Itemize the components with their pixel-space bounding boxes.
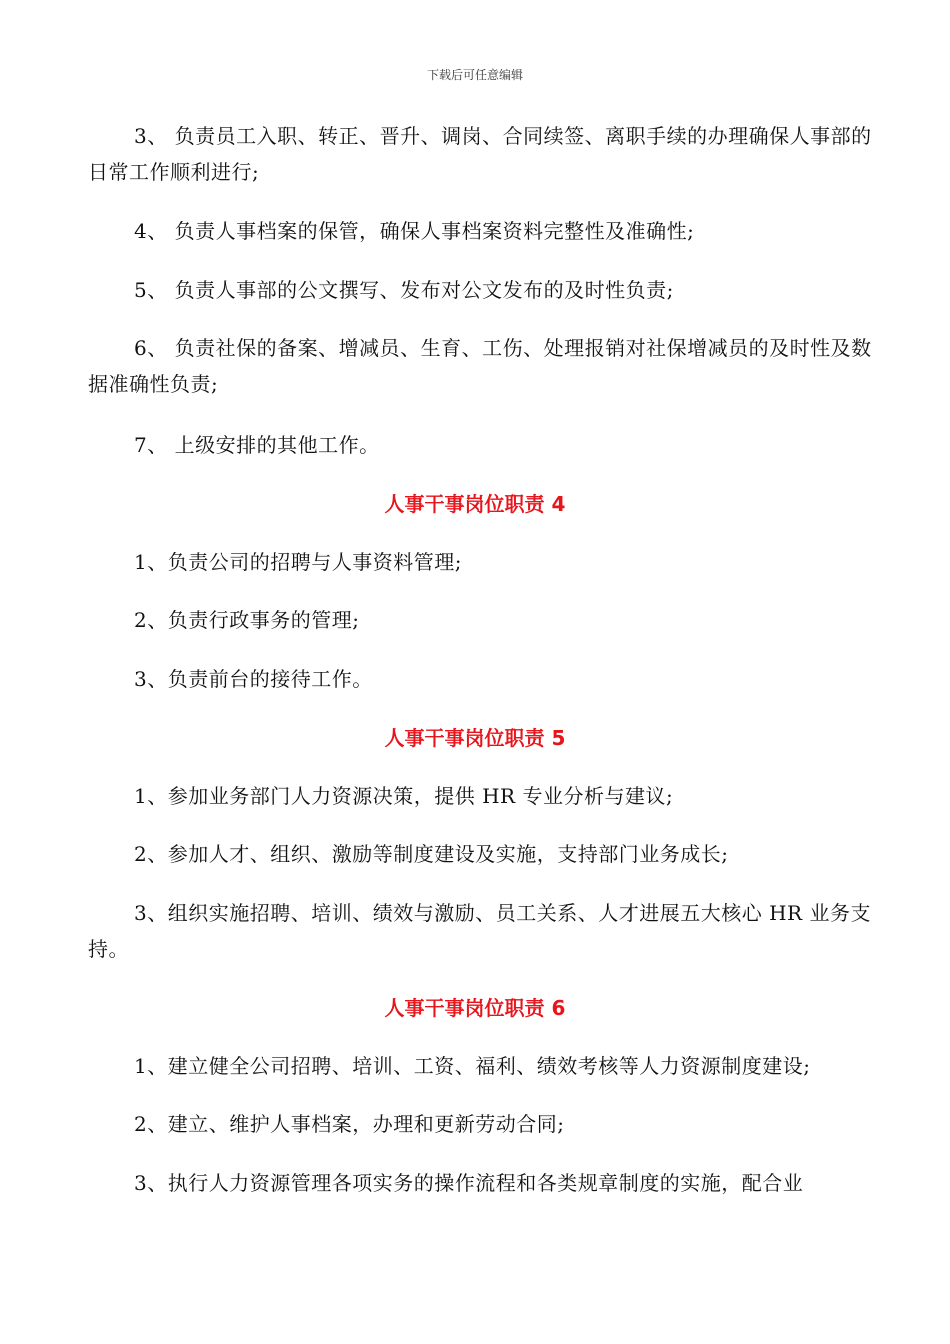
duty-item-4-2: 2、负责行政事务的管理; bbox=[134, 608, 360, 632]
duty-item-6-3: 3、执行人力资源管理各项实务的操作流程和各类规章制度的实施，配合业 bbox=[134, 1171, 804, 1195]
section-title-6: 人事干事岗位职责 6 bbox=[384, 996, 566, 1020]
duty-item-6-1: 1、建立健全公司招聘、培训、工资、福利、绩效考核等人力资源制度建设; bbox=[134, 1054, 811, 1078]
duty-item-5-1: 1、参加业务部门人力资源决策，提供 HR 专业分析与建议; bbox=[134, 784, 674, 808]
section-title-4: 人事干事岗位职责 4 bbox=[384, 492, 566, 516]
page-header-note: 下载后可任意编辑 bbox=[426, 68, 523, 82]
duty-item-3-6: 6、 负责社保的备案、增减员、生育、工伤、处理报销对社保增减员的及时性及数据准确性负责; bbox=[88, 336, 872, 396]
duty-item-5-3: 3、组织实施招聘、培训、绩效与激励、员工关系、人才进展五大核心 HR 业务支持。 bbox=[88, 901, 871, 961]
duty-item-3-7: 7、 上级安排的其他工作。 bbox=[134, 433, 380, 457]
duty-item-4-3: 3、负责前台的接待工作。 bbox=[134, 667, 373, 691]
duty-item-5-2: 2、参加人才、组织、激励等制度建设及实施，支持部门业务成长; bbox=[134, 842, 729, 866]
duty-item-4-1: 1、负责公司的招聘与人事资料管理; bbox=[134, 550, 462, 574]
duty-item-6-2: 2、建立、维护人事档案，办理和更新劳动合同; bbox=[134, 1112, 565, 1136]
duty-item-3-5: 5、 负责人事部的公文撰写、发布对公文发布的及时性负责; bbox=[134, 278, 674, 302]
duty-item-3-4: 4、 负责人事档案的保管，确保人事档案资料完整性及准确性; bbox=[134, 219, 695, 243]
section-title-5: 人事干事岗位职责 5 bbox=[384, 726, 566, 750]
duty-item-3-3: 3、 负责员工入职、转正、晋升、调岗、合同续签、离职手续的办理确保人事部的日常工作顺利进行; bbox=[88, 124, 872, 184]
